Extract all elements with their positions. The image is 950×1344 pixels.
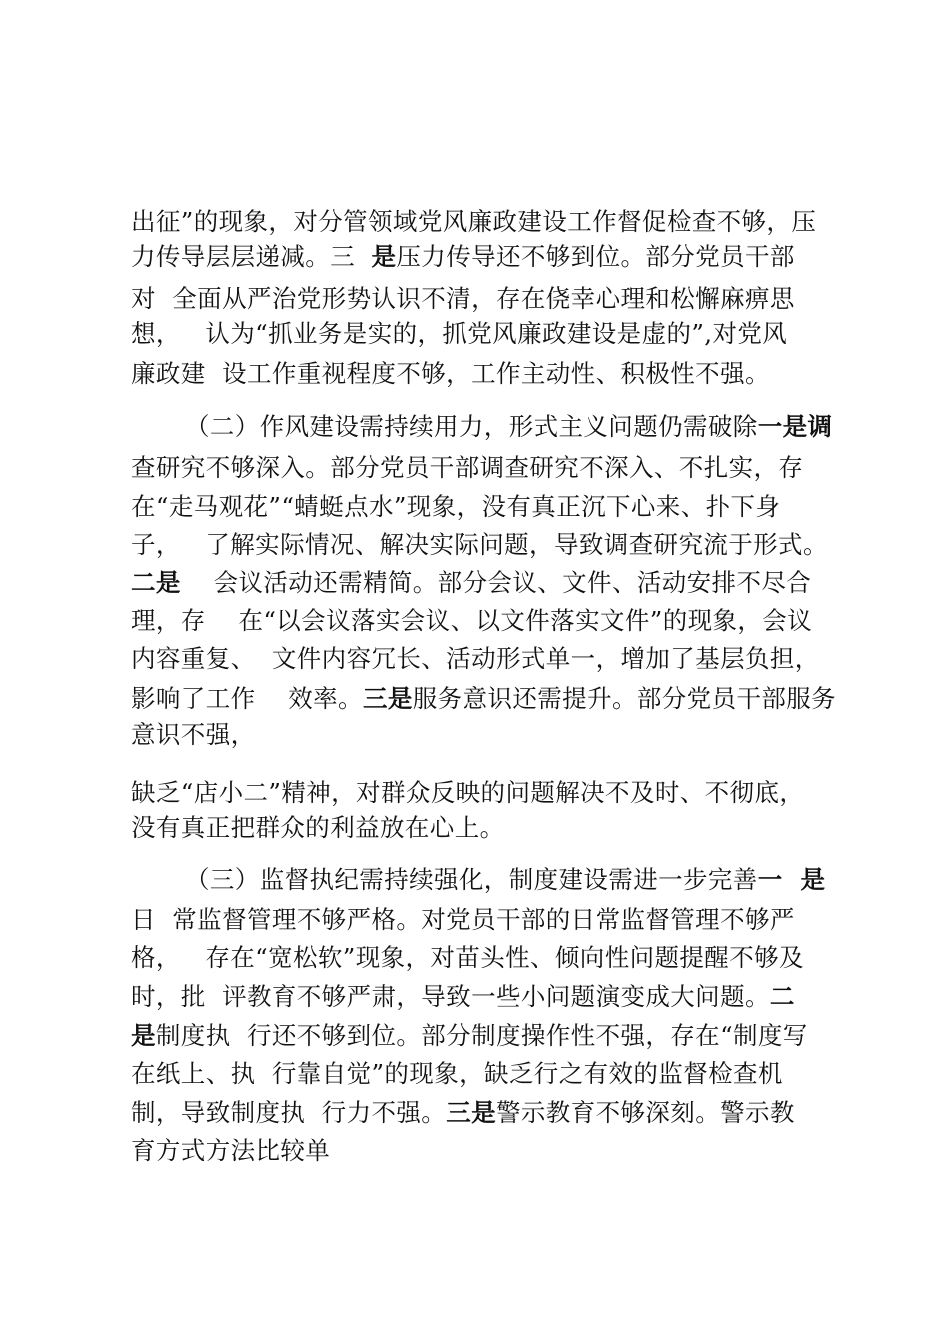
text-line xyxy=(131,1096,795,1130)
text-line: 缺乏“店小二”精神，对群众反映的问题解决不及时、不彻底， xyxy=(131,778,805,807)
text-line: 子， 了解实际情况、解决实际问题，导致调查研究流于形式。 xyxy=(131,530,828,559)
text-run: 压力传导还不够到位。部分党员干部 xyxy=(396,242,795,271)
bold-run: 一 是 xyxy=(757,865,826,894)
bold-run: 三是 xyxy=(446,1098,496,1127)
text-line xyxy=(131,682,836,716)
text-line: 查研究不够深入。部分党员干部调查研究不深入、不扎实，存 xyxy=(131,453,804,482)
text-line: 在纸上、执 行靠自觉”的现象，缺乏行之有效的监督检查机 xyxy=(131,1059,783,1088)
text-run: 会议活动还需精简。部分会议、文件、活动安排不尽合 xyxy=(180,568,812,597)
text-run: 影响了工作 效率。 xyxy=(131,684,363,713)
text-line: 出征”的现象，对分管领域党风廉政建设工作督促检查不够，压 xyxy=(131,207,817,236)
section-heading: （二）作风建设需持续用力，形式主义问题仍需破除 xyxy=(185,412,758,441)
text-run: 警示教育不够深刻。警示教 xyxy=(496,1098,795,1127)
text-run: 制，导致制度执 行力不强。 xyxy=(131,1098,447,1127)
bold-run: 是 xyxy=(131,1021,156,1050)
text-line: 格， 存在“宽松软”现象，对苗头性、倾向性问题提醒不够及 xyxy=(131,943,804,972)
text-line: 日 常监督管理不够严格。对党员干部的日常监督管理不够严 xyxy=(131,905,795,934)
text-run: 服务意识还需提升。部分党员干部服务 xyxy=(412,684,837,713)
text-line: 没有真正把群众的利益放在心上。 xyxy=(131,813,505,842)
bold-run: 二 xyxy=(769,982,795,1011)
text-line: 意识不强， xyxy=(131,720,256,749)
text-run: 时，批 评教育不够严肃，导致一些小问题演变成大问题。 xyxy=(131,982,770,1011)
text-line: 内容重复、 文件内容冗长、活动形式单一，增加了基层负担， xyxy=(131,644,820,673)
text-line: 想， 认为“抓业务是实的，抓党风廉政建设是虚的”,对党风 xyxy=(131,319,788,348)
bold-run: 二是 xyxy=(131,568,181,597)
text-line xyxy=(185,410,832,444)
text-line xyxy=(131,566,811,600)
text-line: 在“走马观花”“蜻蜓点水”现象，没有真正沉下心来、扑下身 xyxy=(131,492,781,521)
text-line xyxy=(131,240,795,274)
text-line xyxy=(185,863,825,897)
bold-run: 是 xyxy=(371,242,397,271)
bold-run: 一是调 xyxy=(757,412,833,441)
text-line: 对 全面从严治党形势认识不清，存在侥幸心理和松懈麻痹思 xyxy=(131,284,795,313)
text-line xyxy=(131,1019,808,1053)
text-line: 育方式方法比较单 xyxy=(131,1136,331,1165)
text-line: 理，存 在“以会议落实会议、以文件落实文件”的现象，会议 xyxy=(131,606,813,635)
text-line xyxy=(131,980,795,1014)
section-heading: （三）监督执纪需持续强化，制度建设需进一步完善 xyxy=(185,865,758,894)
text-line: 廉政建 设工作重视程度不够，工作主动性、积极性不强。 xyxy=(131,359,770,388)
text-run: 制度执 行还不够到位。部分制度操作性不强，存在“制度写 xyxy=(155,1021,808,1050)
text-run: 力传导层层递减。三 xyxy=(131,242,372,271)
bold-run: 三是 xyxy=(362,684,413,713)
